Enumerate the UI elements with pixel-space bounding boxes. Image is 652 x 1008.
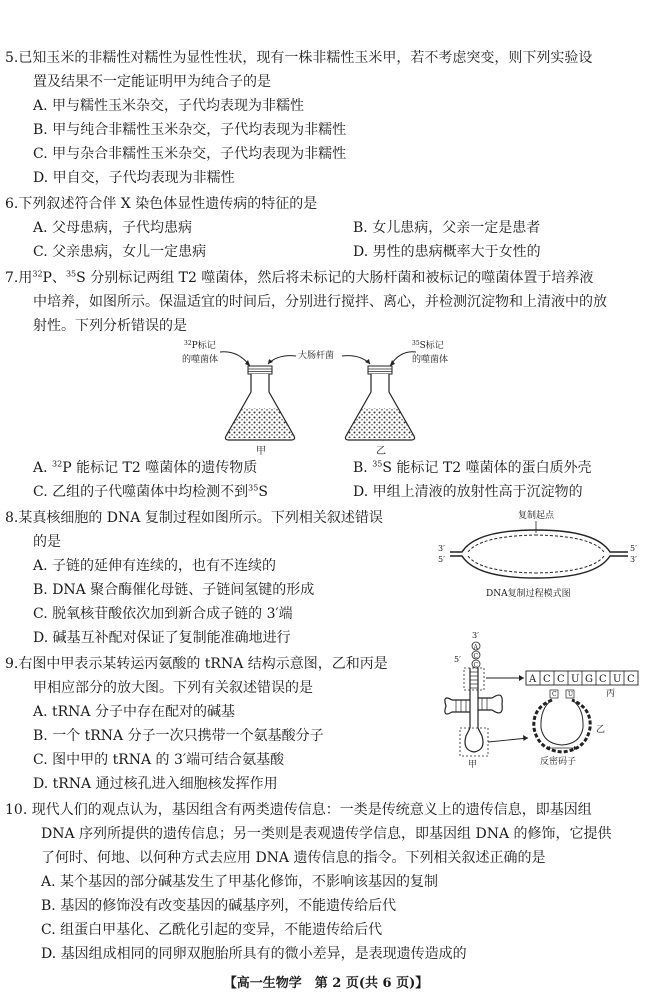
q6-option-b: B. 女儿患病，父亲一定是患者 — [353, 220, 541, 236]
svg-text:G: G — [585, 674, 593, 685]
svg-text:C: C — [557, 674, 565, 685]
dna-figure-caption: DNA复制过程模式图 — [486, 589, 571, 599]
dna-left-bottom-end: 5′ — [438, 555, 445, 564]
svg-text:U: U — [613, 674, 622, 685]
bacteria-label: 大肠杆菌 — [298, 351, 335, 361]
svg-text:32P标记: $^{32}$P标记 — [184, 340, 216, 351]
q5-option-a: A. 甲与糯性玉米杂交，子代均表现为非糯性 — [33, 98, 305, 114]
trna-jia-label: 甲 — [468, 760, 478, 770]
flask-jia — [225, 366, 294, 457]
svg-text:C: C — [473, 662, 479, 669]
q10-stem-line3: 了何时、何地、以何种方式去应用 DNA 遗传信息的指令。下列相关叙述正确的是 — [41, 850, 546, 866]
dna-right-bottom-end: 3′ — [630, 555, 637, 564]
svg-text:C: C — [627, 674, 635, 685]
q8-stem-line1: 8.某真核细胞的 DNA 复制过程如图所示。下列相关叙述错误 — [5, 510, 383, 526]
q9-option-c: C. 图中甲的 tRNA 的 3′端可结合氨基酸 — [33, 752, 285, 768]
q5-stem-line2: 置及结果不一定能证明甲为纯合子的是 — [33, 74, 271, 90]
svg-text:U: U — [571, 674, 580, 685]
q5-option-b: B. 甲与纯合非糯性玉米杂交，子代均表现为非糯性 — [33, 122, 347, 138]
page-footer: 【高一生物学 第 2 页(共 6 页)】 — [223, 976, 429, 991]
q9-option-a: A. tRNA 分子中存在配对的碱基 — [33, 704, 235, 720]
q8-option-d: D. 碱基互补配对保证了复制能准确地进行 — [33, 630, 291, 646]
replication-origin-label: 复制起点 — [518, 511, 555, 521]
q5-stem-line1: 5.已知玉米的非糯性对糯性为显性性状，现有一株非糯性玉米甲，若不考虑突变，则下列实验设 — [5, 50, 593, 66]
svg-text:C: C — [543, 674, 551, 685]
q6-option-c: C. 父亲患病，女儿一定患病 — [33, 244, 207, 260]
q7-stem-line1: 7.用$^{32}$P、$^{35}$S 分别标记两组 T2 噬菌体，然后将未标记的大肠杆菌和被标记的噬菌体置于培养液 — [5, 269, 594, 286]
q9-stem-line1: 9.右图中甲表示某转运丙氨酸的 tRNA 结构示意图，乙和丙是 — [5, 656, 388, 672]
svg-text:A: A — [473, 644, 478, 651]
q7-stem-line3: 射性。下列分析错误的是 — [33, 318, 187, 334]
svg-text:U: U — [568, 691, 574, 698]
p-label-line2: 的噬菌体 — [182, 355, 219, 365]
dna-left-top-end: 3′ — [438, 544, 445, 553]
svg-text:A: A — [529, 674, 537, 685]
q9-stem-line2: 甲相应部分的放大图。下列有关叙述错误的是 — [33, 680, 313, 696]
dna-right-top-end: 5′ — [630, 544, 637, 553]
q6-option-d: D. 男性的患病概率大于女性的 — [353, 244, 541, 260]
anticodon-label: 反密码子 — [540, 757, 577, 767]
svg-text:C: C — [473, 653, 479, 660]
q8-option-a: A. 子链的延伸有连续的，也有不连续的 — [33, 558, 277, 574]
phage-experiment-figure — [178, 336, 478, 458]
q7-stem-line2: 中培养，如图所示。保温适宜的时间后，分别进行搅拌、离心，并检测沉淀物和上清液中的放 — [33, 294, 607, 310]
dna-replication-figure — [436, 506, 642, 602]
q9-option-d: D. tRNA 通过核孔进入细胞核发挥作用 — [33, 776, 278, 792]
q5-option-c: C. 甲与杂合非糯性玉米杂交，子代均表现为非糯性 — [33, 146, 347, 162]
q10-option-b: B. 基因的修饰没有改变基因的碱基序列，不能遗传给后代 — [41, 898, 397, 914]
s-label-line2: 的噬菌体 — [412, 355, 449, 365]
q6-stem: 6.下列叙述符合伴 X 染色体显性遗传病的特征的是 — [5, 196, 318, 212]
svg-text:35S标记: $^{35}$S标记 — [412, 340, 444, 351]
q6-option-a: A. 父母患病，子代均患病 — [33, 220, 193, 236]
q7-option-c: C. 乙组的子代噬菌体中均检测不到$^{35}$S — [33, 483, 268, 500]
trna-figure — [428, 628, 642, 770]
q9-option-b: B. 一个 tRNA 分子一次只携带一个氨基酸分子 — [33, 728, 324, 744]
q7-option-d: D. 甲组上清液的放射性高于沉淀物的 — [353, 484, 583, 500]
trna-3-end: 3′ — [472, 631, 479, 640]
q10-option-c: C. 组蛋白甲基化、乙酰化引起的变异，不能遗传给后代 — [41, 922, 383, 938]
trna-yi-label: 乙 — [596, 725, 606, 735]
q7-option-a: A. $^{32}$P 能标记 T2 噬菌体的遗传物质 — [33, 459, 258, 476]
flask-jia-label: 甲 — [256, 446, 266, 457]
trna-bing-label: 丙 — [606, 689, 616, 699]
q10-stem-line1: 10. 现代人们的观点认为，基因组含有两类遗传信息：一类是传统意义上的遗传信息，即基因组 — [5, 802, 592, 818]
flask-yi — [345, 366, 414, 457]
q10-option-d: D. 基因组成相同的同卵双胞胎所具有的微小差异，是表现遗传造成的 — [41, 946, 467, 962]
q10-option-a: A. 某个基因的部分碱基发生了甲基化修饰，不影响该基因的复制 — [41, 874, 439, 890]
svg-text:C: C — [552, 691, 557, 698]
q5-option-d: D. 甲自交，子代均表现为非糯性 — [33, 170, 235, 186]
flask-yi-label: 乙 — [376, 446, 386, 457]
q7-option-b: B. $^{35}$S 能标记 T2 噬菌体的蛋白质外壳 — [353, 459, 592, 476]
trna-yi-anticodon-loop — [534, 690, 590, 752]
trna-bing-sequence — [526, 671, 638, 685]
q8-stem-line2: 的是 — [33, 534, 61, 550]
q10-stem-line2: DNA 序列所提供的遗传信息；另一类则是表观遗传学信息，即基因组 DNA 的修饰，它提供 — [41, 826, 612, 842]
svg-text:C: C — [599, 674, 607, 685]
q8-option-c: C. 脱氧核苷酸依次加到新合成子链的 3′端 — [33, 606, 293, 622]
q8-option-b: B. DNA 聚合酶催化母链、子链间氢键的形成 — [33, 582, 315, 598]
trna-5-end: 5′ — [454, 655, 461, 664]
